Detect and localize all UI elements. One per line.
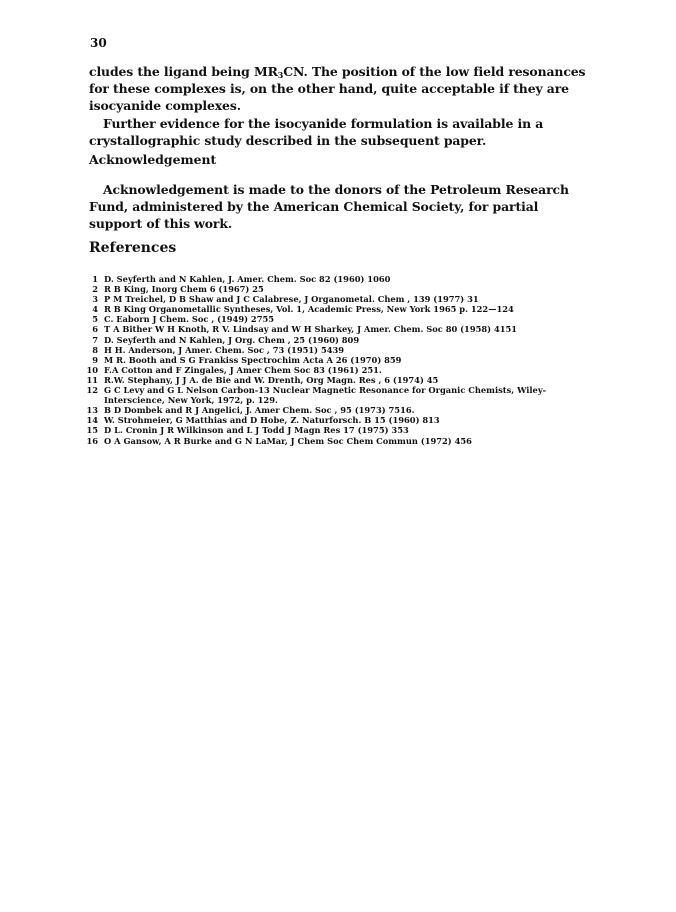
reference-text: R B King, Inorg Chem 6 (1967) 25 <box>104 284 264 295</box>
reference-number: 14 <box>86 415 98 426</box>
reference-number: 3 <box>92 294 98 305</box>
reference-number: 7 <box>92 334 98 345</box>
reference-number: 12 <box>86 385 98 396</box>
reference-text: H H. Anderson, J Amer. Chem. Soc , 73 (1951) 5439 <box>104 344 345 355</box>
acknowledgement-heading: Acknowledgement <box>89 152 217 167</box>
reference-item <box>86 375 606 385</box>
page-number: 30 <box>90 36 107 50</box>
reference-text: D. Seyferth and N Kahlen, J Org. Chem , 25 (1960) 809 <box>104 334 360 345</box>
reference-number: 1 <box>92 274 98 284</box>
reference-text: D L. Cronin J R Wilkinson and L J Todd J Magn Res 17 (1975) 353 <box>104 425 409 436</box>
reference-number: 10 <box>86 364 98 375</box>
reference-item <box>86 294 606 304</box>
reference-number: 8 <box>92 344 98 355</box>
reference-text: O A Gansow, A R Burke and G N LaMar, J Chem Soc Chem Commun (1972) 456 <box>104 435 472 446</box>
paragraph-1-start: cludes the ligand being MR <box>89 64 278 79</box>
reference-item <box>86 385 606 395</box>
reference-number: 15 <box>86 425 98 436</box>
reference-item <box>86 345 606 355</box>
paragraph-1 <box>89 63 589 115</box>
reference-number: 9 <box>92 354 98 365</box>
reference-number: 2 <box>92 284 98 295</box>
reference-item <box>86 425 606 435</box>
reference-item <box>86 314 606 324</box>
reference-item <box>86 304 606 314</box>
reference-number: 5 <box>92 314 98 325</box>
reference-list <box>86 274 606 446</box>
reference-text: P M Treichel, D B Shaw and J C Calabrese, J Organometal. Chem , 139 (1977) 31 <box>104 294 479 305</box>
reference-item <box>86 415 606 425</box>
body-text <box>89 63 589 149</box>
paragraph-2: Further evidence for the isocyanide formulation is available in a crystallographic study described in the subsequent paper. <box>89 115 544 148</box>
reference-text: G C Levy and G L Nelson Carbon-13 Nuclear Magnetic Resonance for Organic Chemists, Wiley- <box>104 385 547 396</box>
reference-continuation: Interscience, New York, 1972, p. 129. <box>104 395 278 406</box>
references-heading: References <box>89 240 177 256</box>
reference-item <box>86 335 606 345</box>
reference-number: 6 <box>92 324 98 335</box>
reference-number: 4 <box>92 304 98 315</box>
subscript: 3 <box>277 70 284 80</box>
reference-item <box>86 365 606 375</box>
reference-text: W. Strohmeier, G Matthias and D Hobe, Z. Naturforsch. B 15 (1960) 813 <box>104 415 440 426</box>
reference-item <box>86 284 606 294</box>
reference-text: F.A Cotton and F Zingales, J Amer Chem Soc 83 (1961) 251. <box>104 364 382 375</box>
reference-text: R B King Organometallic Syntheses, Vol. 1, Academic Press, New York 1965 p. 122—124 <box>104 304 514 315</box>
reference-number: 13 <box>86 405 98 416</box>
reference-item <box>86 355 606 365</box>
acknowledgement-text: Acknowledgement is made to the donors of the Petroleum Research Fund, administered by the American Chemical Society, for partial support of this work. <box>89 182 569 232</box>
reference-text: D. Seyferth and N Kahlen, J. Amer. Chem. Soc 82 (1960) 1060 <box>104 274 391 284</box>
reference-number: 16 <box>86 435 98 446</box>
reference-item <box>86 274 606 284</box>
reference-text: R.W. Stephany, J J A. de Bie and W. Drenth, Org Magn. Res , 6 (1974) 45 <box>104 374 439 385</box>
reference-text: M R. Booth and S G Frankiss Spectrochim Acta A 26 (1970) 859 <box>104 354 402 365</box>
reference-item <box>86 405 606 415</box>
paragraph-1-rest: CN. The position of the low field resonances for these complexes is, on the other hand, quite acceptable if they are isocyanide complexes. <box>89 64 586 114</box>
reference-item <box>86 436 606 446</box>
reference-text: C. Eaborn J Chem. Soc , (1949) 2755 <box>104 314 275 325</box>
reference-text: B D Dombek and R J Angelici, J. Amer Chem. Soc , 95 (1973) 7516. <box>104 405 415 416</box>
reference-item <box>86 324 606 334</box>
reference-text: T A Bither W H Knoth, R V. Lindsay and W H Sharkey, J Amer. Chem. Soc 80 (1958) 4151 <box>104 324 518 335</box>
reference-number: 11 <box>86 374 98 385</box>
